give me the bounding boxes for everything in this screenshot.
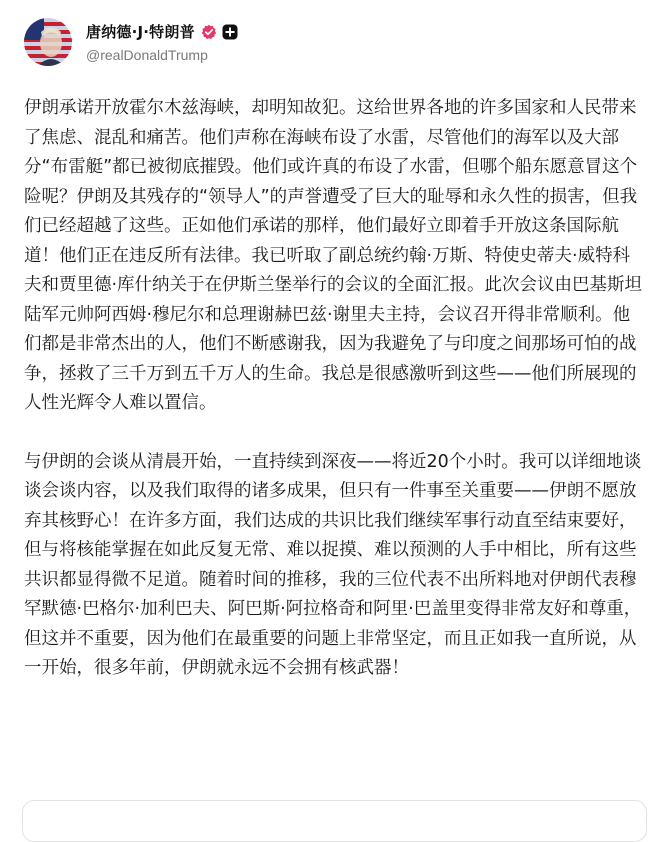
- author-identity: [86, 21, 238, 63]
- author-name-row: [86, 21, 238, 42]
- avatar[interactable]: [24, 18, 72, 66]
- embedded-card[interactable]: [22, 800, 647, 842]
- post-header: [24, 18, 238, 66]
- post-paragraph: 伊朗承诺开放霍尔木兹海峡，却明知故犯。这给世界各地的许多国家和人民带来了焦虑、混乱和痛苦。他们声称在海峡布设了水雷，尽管他们的海军以及大部分“布雷艇”都已被彻底摧毁。他们或许真的布设了水雷，但哪个船东愿意冒这个险呢？伊朗及其残存的“领导人”的声誉遭受了巨大的耻辱和永久性的损害，但我们已经超越了这些。正如他们承诺的那样，他们最好立即着手开放这条国际航道！他们正在违反所有法律。我已听取了副总统约翰·万斯、特使史蒂夫·威特科夫和贾里德·库什纳关于在伊斯兰堡举行的会议的全面汇报。此次会议由巴基斯坦陆军元帅阿西姆·穆尼尔和总理谢赫巴兹·谢里夫主持，会议召开得非常顺利。他们都是非常杰出的人，他们不断感谢我，因为我避免了与印度之间那场可怕的战争，拯救了三千万到五千万人的生命。我总是很感激听到这些——他们所展现的人性光辉令人难以置信。: [24, 98, 643, 413]
- plus-badge-icon: [222, 24, 238, 40]
- post-body: [24, 94, 646, 684]
- verified-badge-icon: [201, 24, 217, 40]
- profile-photo-flag-icon: [24, 18, 72, 66]
- author-handle[interactable]: @realDonaldTrump: [86, 47, 208, 63]
- post-paragraph: 与伊朗的会谈从清晨开始，一直持续到深夜——将近20个小时。我可以详细地谈谈会谈内容，以及我们取得的诸多成果，但只有一件事至关重要——伊朗不愿放弃其核野心！在许多方面，我们达成的共识比我们继续军事行动直至结束要好，但与将核能掌握在如此反复无常、难以捉摸、难以预测的人手中相比，所有这些共识都显得微不足道。随着时间的推移，我的三位代表不出所料地对伊朗代表穆罕默德·巴格尔·加利巴夫、阿巴斯·阿拉格奇和阿里·巴盖里变得非常友好和尊重，但这并不重要，因为他们在最重要的问题上非常坚定，而且正如我一直所说，从一开始，很多年前，伊朗就永远不会拥有核武器！: [24, 451, 642, 678]
- author-display-name[interactable]: 唐纳德·J·特朗普: [86, 23, 195, 41]
